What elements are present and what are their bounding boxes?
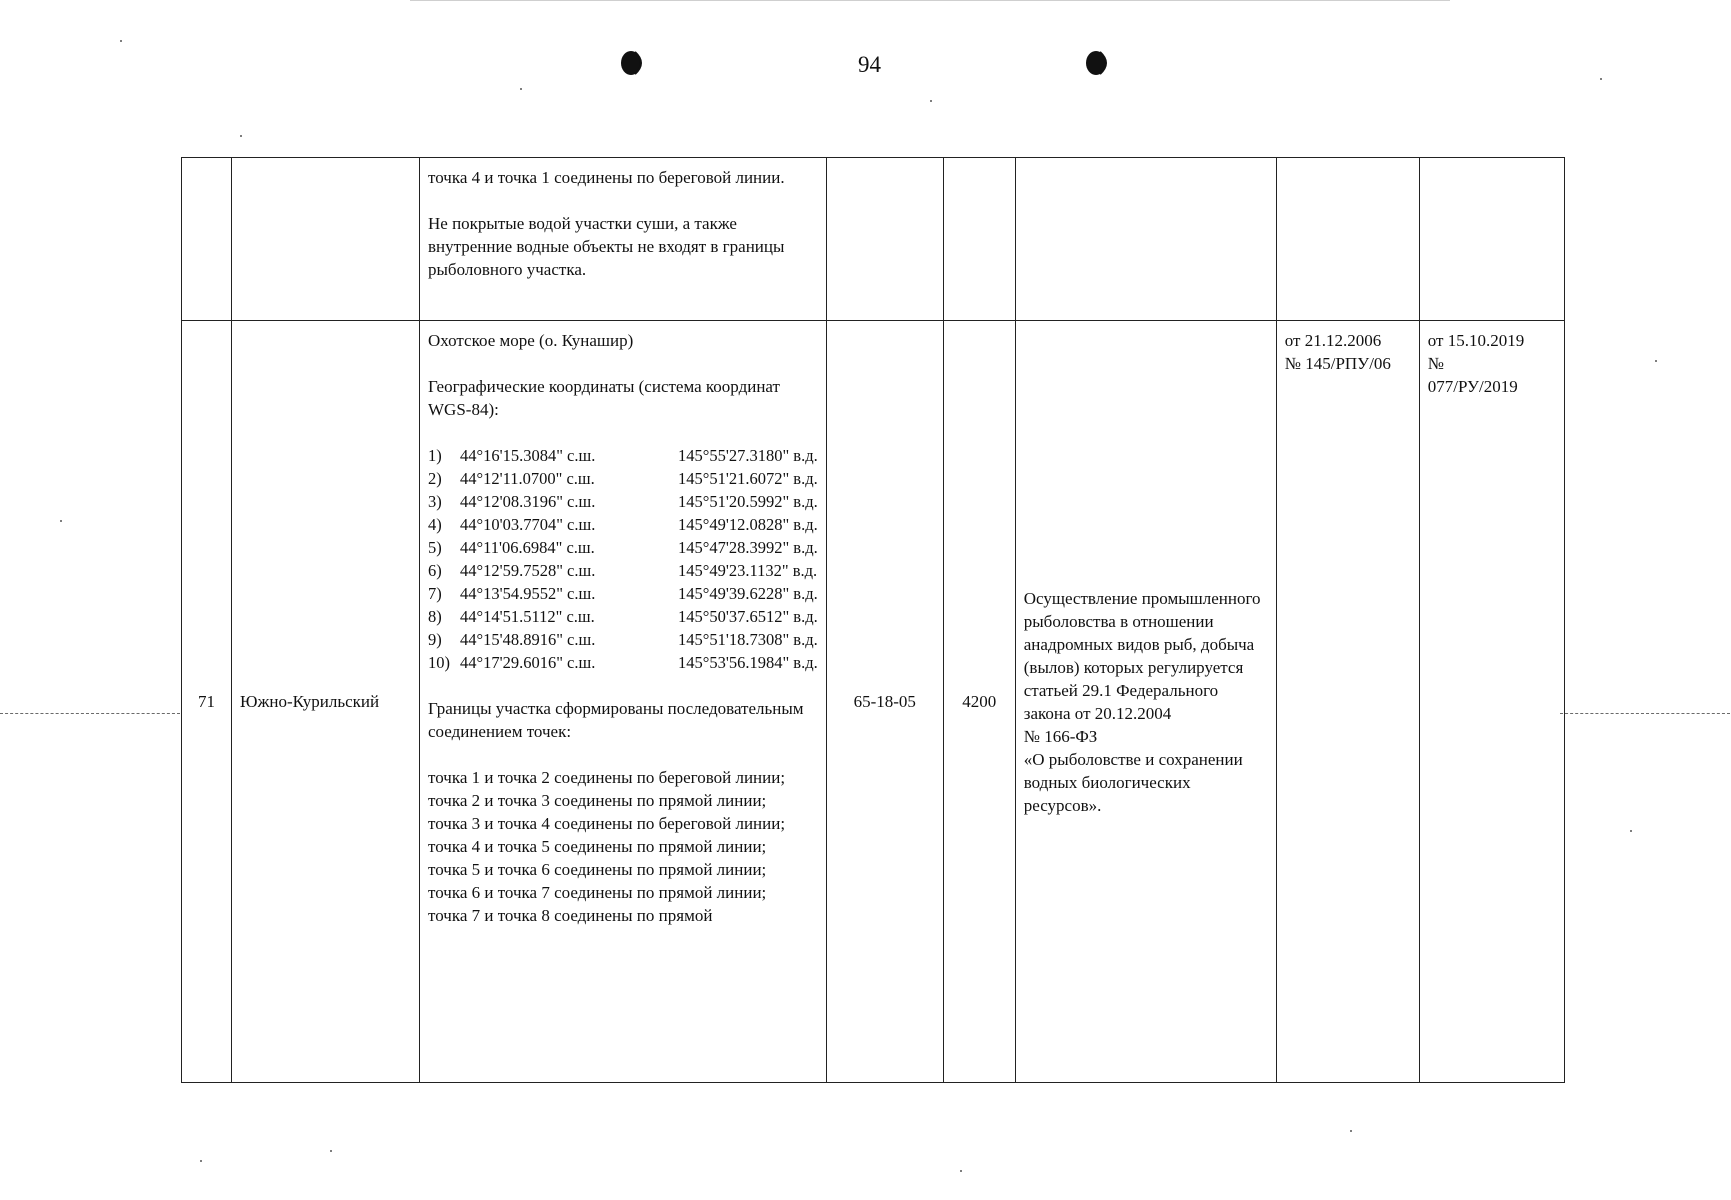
location-name: Охотское море (о. Кунашир) [428,331,634,350]
area-size: 4200 [943,321,1015,1083]
coordinate-item: 10) 44°17'29.6016" с.ш. 145°53'56.1984" в.д. [428,653,818,672]
boundary-line: точка 5 и точка 6 соединены по прямой линии; [428,860,767,879]
boundary-line: точка 1 и точка 2 соединены по береговой линии; [428,768,786,787]
coordinates-list [428,444,818,674]
boundary-intro: Границы участка сформированы последовательным соединением точек: [428,699,804,741]
boundary-line: точка 3 и точка 4 соединены по береговой линии; [428,814,786,833]
cell-code [826,158,943,321]
boundary-line: точка 6 и точка 7 соединены по прямой линии; [428,883,767,902]
cell-area [943,158,1015,321]
order-2 [1419,321,1564,1083]
boundary-line: точка 4 и точка 5 соединены по прямой линии; [428,837,767,856]
continued-text-line: Не покрытые водой участки суши, а также внутренние водные объекты не входят в границы рыболовного участка. [428,214,785,279]
order-date: от 15.10.2019 [1427,331,1525,350]
area-code: 65-18-05 [826,321,943,1083]
boundary-line: точка 7 и точка 8 соединены по прямой [428,906,713,925]
punch-hole-icon [1083,48,1113,78]
purpose-text: «О рыболовстве и сохранении водных биологических ресурсов». [1023,749,1243,815]
purpose-text: Осуществление промышленного рыболовства в отношении анадромных видов рыб, добыча (вылов) которых регулируется статьей 29.1 Федерального закона от 20.12.2004 [1023,588,1261,723]
purpose-text: № 166-ФЗ [1023,726,1098,746]
table-row-continued [182,158,1565,321]
order-number: № 145/РПУ/06 [1284,354,1391,373]
cell-order-1 [1276,158,1419,321]
coordinate-item: 3) 44°12'08.3196" с.ш. 145°51'20.5992" в.д. [428,492,818,511]
punch-hole-icon [618,48,648,78]
coordinate-item: 6) 44°12'59.7528" с.ш. 145°49'23.1132" в.д. [428,561,818,580]
cell-purpose [1015,158,1276,321]
cell-district [232,158,420,321]
order-1 [1276,321,1419,1083]
coordinate-item: 4) 44°10'03.7704" с.ш. 145°49'12.0828" в.д. [428,515,818,534]
district-name: Южно-Курильский [232,321,420,1083]
purpose-description [1015,321,1276,1083]
scan-artifact-line [0,713,180,714]
page-number: 94 [858,52,881,77]
coordinate-item: 1) 44°16'15.3084" с.ш. 145°55'27.3180" в.д. [428,446,818,465]
order-date: от 21.12.2006 [1284,331,1382,350]
coordinate-item: 9) 44°15'48.8916" с.ш. 145°51'18.7308" в.д. [428,630,818,649]
coordinate-item: 2) 44°12'11.0700" с.ш. 145°51'21.6072" в.д. [428,469,818,488]
coordinate-item: 7) 44°13'54.9552" с.ш. 145°49'39.6228" в.д. [428,584,818,603]
continued-text-line: точка 4 и точка 1 соединены по береговой линии. [428,168,785,187]
row-number: 71 [182,321,232,1083]
coords-title: Географические координаты (система координат WGS-84): [428,377,780,419]
area-description [420,321,827,1083]
order-number: № [1427,354,1444,373]
cell-order-2 [1419,158,1564,321]
boundary-line: точка 2 и точка 3 соединены по прямой линии; [428,791,767,810]
fishing-areas-table [181,157,1565,1083]
cell-description [420,158,827,321]
scan-artifact-line [1560,713,1730,714]
coordinate-item: 5) 44°11'06.6984" с.ш. 145°47'28.3992" в.д. [428,538,818,557]
top-border-line [410,0,1450,1]
coordinate-item: 8) 44°14'51.5112" с.ш. 145°50'37.6512" в.д. [428,607,818,626]
cell-num [182,158,232,321]
table-row-71 [182,321,1565,1083]
order-number: 077/РУ/2019 [1427,377,1518,396]
